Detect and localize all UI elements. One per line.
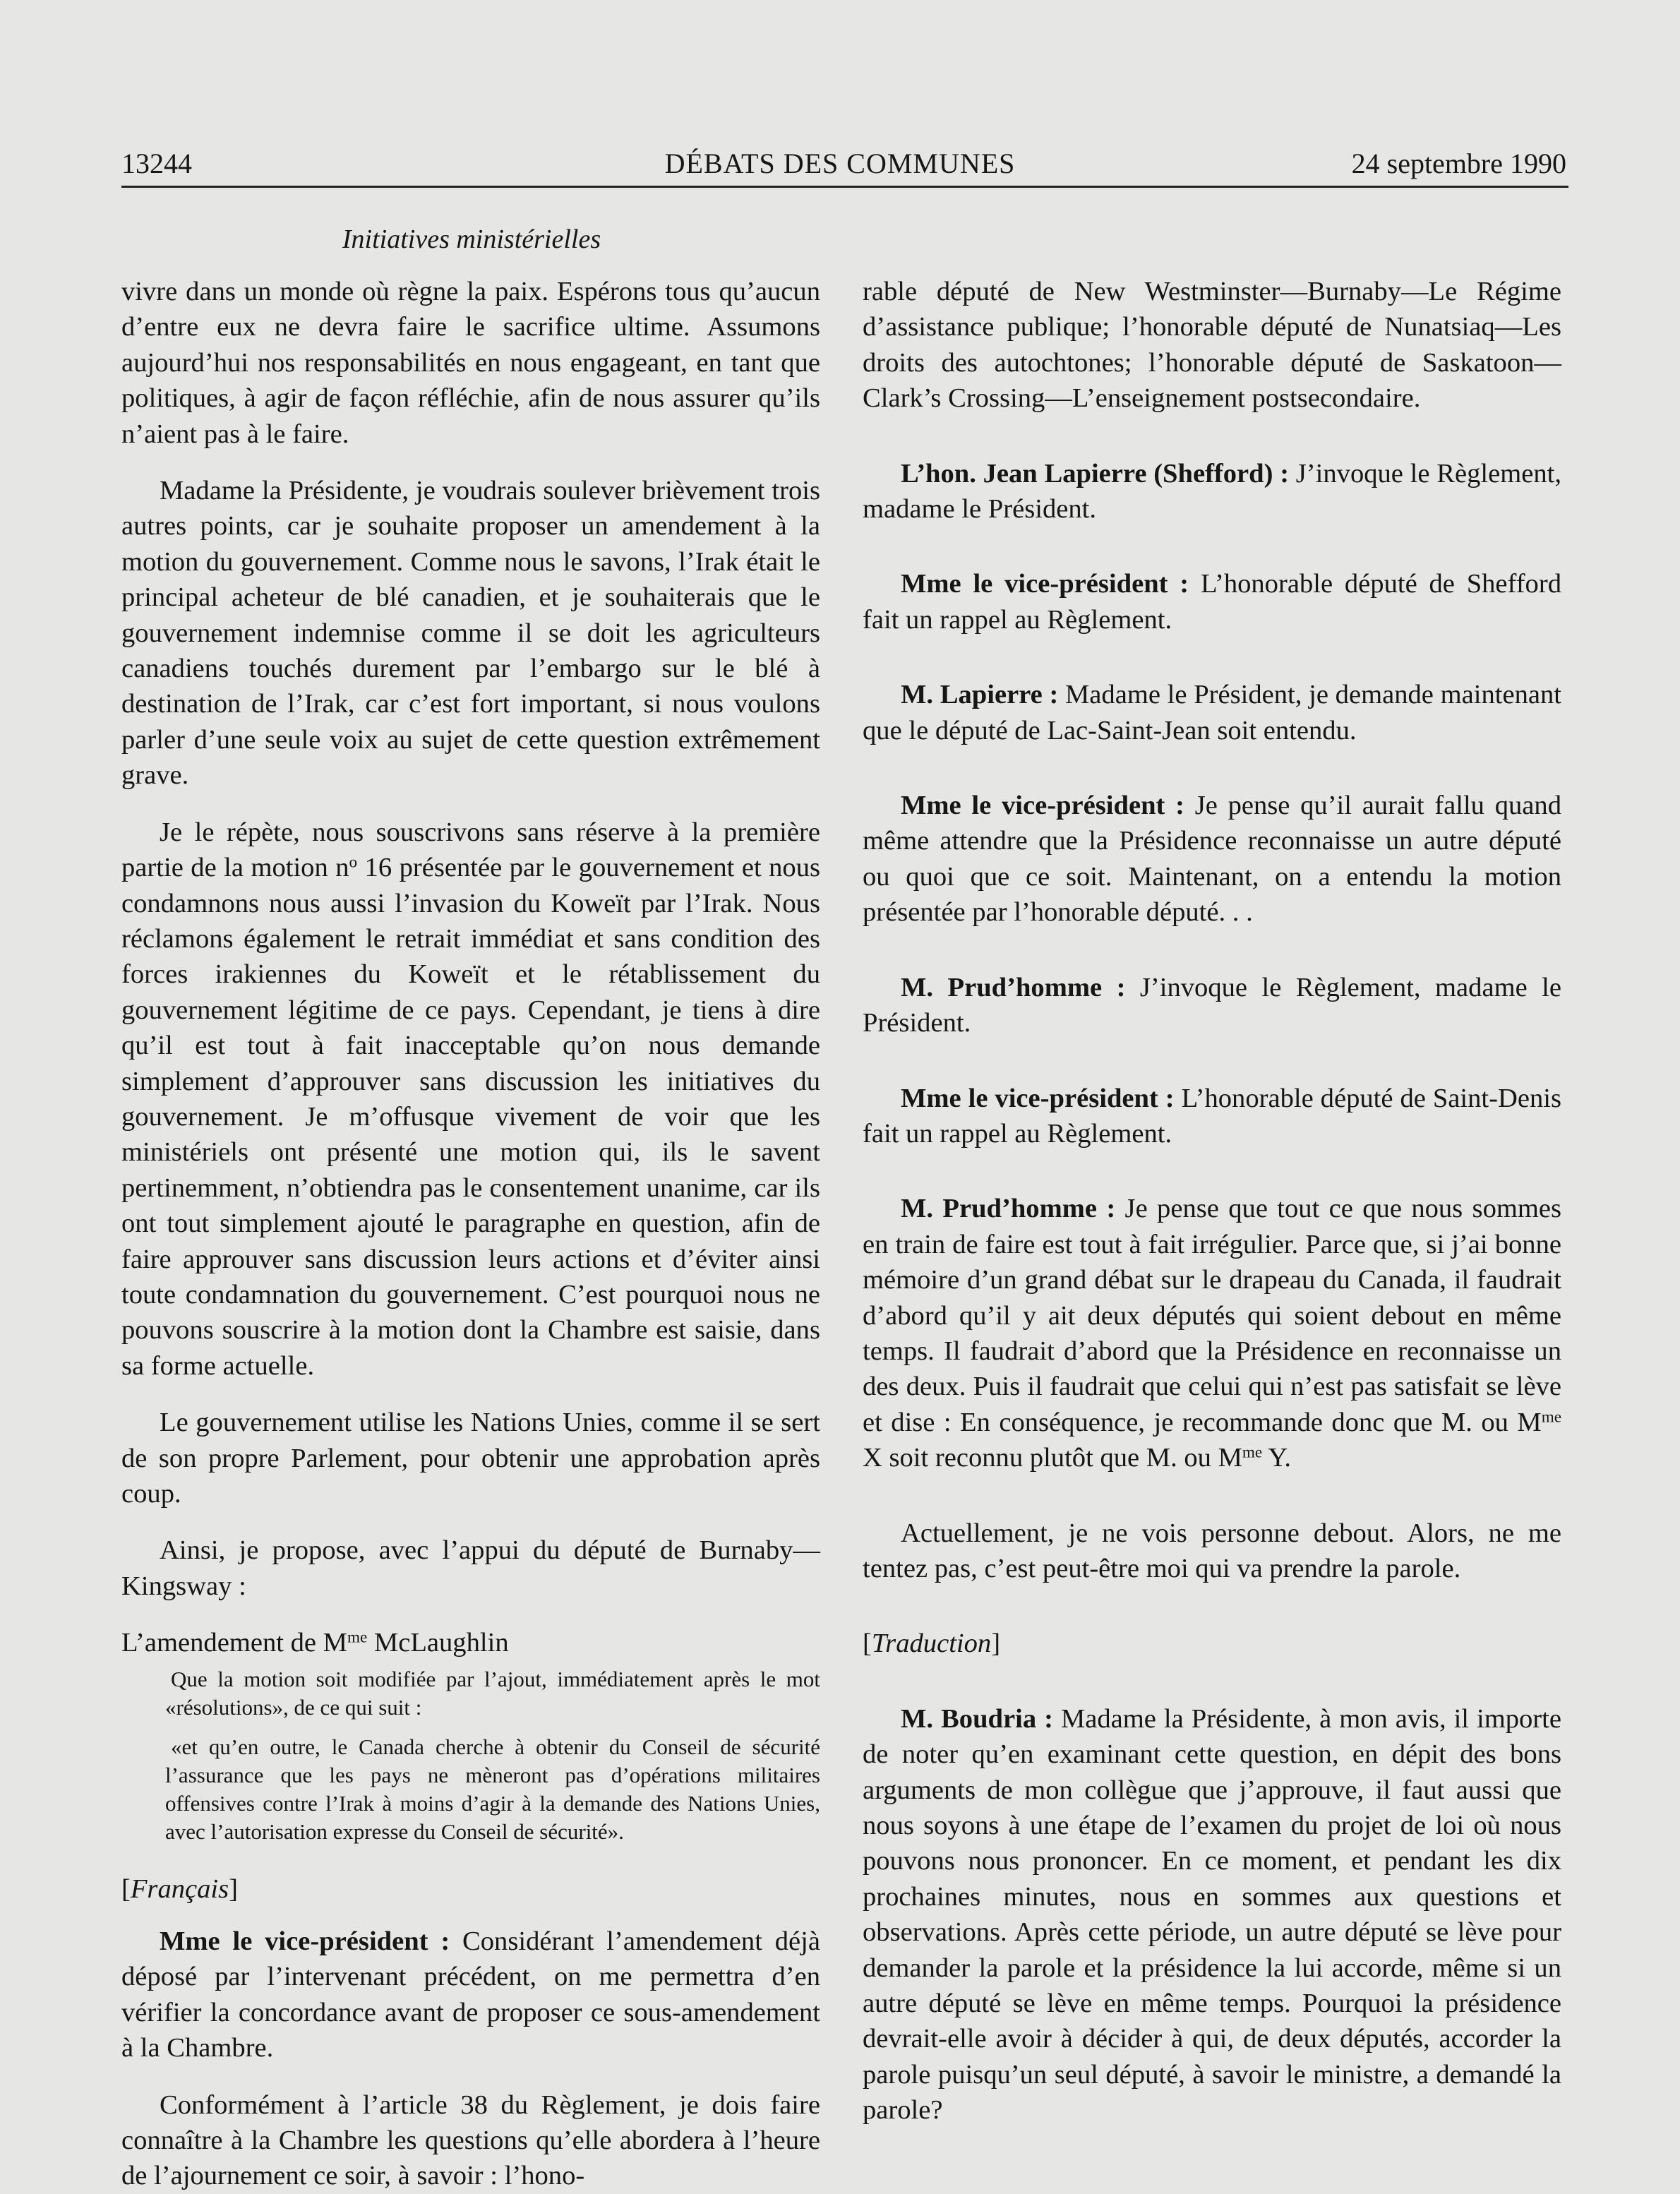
speech — [863, 677, 1561, 748]
speech-text: X soit reconnu plutôt que M. ou M — [863, 1443, 1242, 1473]
left-column — [121, 274, 820, 2194]
superscript: o — [349, 853, 358, 872]
superscript: me — [1242, 1443, 1263, 1462]
speech — [863, 970, 1561, 1041]
speaker-name: M. Lapierre : — [901, 680, 1059, 710]
speaker-name: Mme le vice-président : — [160, 1926, 450, 1957]
journal-title: DÉBATS DES COMMUNES — [664, 148, 1016, 179]
paragraph-text: Je le répète, nous souscrivons sans réserve à la première partie de la motion n — [121, 817, 820, 883]
header-rule — [121, 186, 1568, 188]
paragraph: vivre dans un monde où règne la paix. Espérons tous qu’aucun d’entre eux ne devra faire le sacrifice ultime. Assumons aujourd’hui nos responsabilités en nous engageant, en tant que politiques, à agir de façon réfléchie, afin de nous assurer qu’ils n’aient pas à le faire. — [121, 277, 820, 449]
superscript: me — [1541, 1408, 1561, 1427]
speech-text: Considérant l’amendement déjà déposé par l’intervenant précédent, on me permettra d’en vérifier la concordance avant de proposer ce sous-amendement à la Chambre. — [121, 1926, 820, 2063]
speech-text: Je pense qu’il aurait fallu quand même attendre que la Présidence reconnaisse un autre député ou quoi que ce soit. Maintenant, on a entendu la motion présentée par l’honorable député. . . — [863, 791, 1561, 928]
amendment-heading-text: L’amendement de M — [121, 1628, 347, 1658]
paragraph: Le gouvernement utilise les Nations Unies, comme il se sert de son propre Parlement, pour obtenir une approbation après coup. — [121, 1408, 820, 1509]
page-number: 13244 — [121, 148, 192, 179]
amendment-quote: Que la motion soit modifiée par l’ajout, immédiatement après le mot «résolutions», de ce qui suit : — [165, 1666, 820, 1720]
speech-text: Y. — [1262, 1443, 1291, 1473]
right-column — [863, 274, 1561, 2128]
speech-text: L’honorable député de Shefford fait un rappel au Règlement. — [863, 569, 1561, 635]
speaker-name: L’hon. Jean Lapierre (Shefford) : — [901, 458, 1290, 488]
amendment-heading-text: McLaughlin — [367, 1628, 509, 1658]
superscript: me — [347, 1628, 368, 1647]
speaker-name: M. Prud’homme : — [901, 1194, 1116, 1224]
language-label-text: Français — [130, 1874, 229, 1904]
language-label-text: Traduction — [871, 1629, 992, 1659]
speaker-name: Mme le vice-président : — [901, 791, 1184, 821]
amendment-quote: «et qu’en outre, le Canada cherche à obtenir du Conseil de sécurité l’assurance que les pays ne mèneront pas d’opérations militaires offensives contre l’Irak à moins d’agir à la demande des Nations Unies, avec l’autorisation expresse du Conseil de sécurité». — [165, 1734, 820, 1844]
paragraph: Madame la Présidente, je voudrais soulever brièvement trois autres points, car je souhaite proposer un amendement à la motion du gouvernement. Comme nous le savons, l’Irak était le principal acheteur de blé canadien, et je souhaiterais que le gouvernement indemnise comme il se doit les agriculteurs canadiens touchés durement par l’embargo sur le blé à destination de l’Irak, car c’est fort important, si nous voulons parler d’une seule voix au sujet de cette question extrêmement grave. — [121, 476, 820, 791]
paragraph: rable député de New Westminster—Burnaby—Le Régime d’assistance publique; l’honorable député de Nunatsiaq—Les droits des autochtones; l’honorable député de Saskatoon—Clark’s Crossing—L’enseignement postsecondaire. — [863, 277, 1561, 414]
speaker-name: Mme le vice-président : — [901, 1083, 1175, 1113]
amendment-heading — [121, 1625, 820, 1660]
speech-text: Madame la Présidente, à mon avis, il importe de noter qu’en examinant cette question, en dépit des bons arguments de mon collègue que j’approuve, il faut aussi que nous soyons à une étape de l’examen du projet de loi où nous pouvons nous prononcer. En ce moment, et pendant les dix prochaines minutes, nous en sommes aux questions et observations. Après cette période, un autre député se lève pour demander la parole et la présidence la lui accorde, même si un autre député se lève en même temps. Pourquoi la présidence devrait-elle avoir à décider à qui, de deux députés, accorder la parole puisqu’un seul député, à savoir le ministre, a demandé la parole? — [863, 1703, 1561, 2126]
paragraph: Conformément à l’article 38 du Règlement, je dois faire connaître à la Chambre les questions qu’elle abordera à l’heure de l’ajournement ce soir, à savoir : l’hono- — [121, 2090, 820, 2191]
speech — [863, 566, 1561, 637]
speech — [863, 1701, 1561, 2128]
language-label: [Français] — [121, 1874, 239, 1904]
paragraph — [121, 815, 820, 1384]
speech-text: L’honorable député de Saint-Denis fait un rappel au Règlement. — [863, 1083, 1561, 1149]
header-date: 24 septembre 1990 — [1351, 148, 1566, 179]
speech-text: Madame le Président, je demande maintenant que le député de Lac-Saint-Jean soit entendu. — [863, 680, 1561, 745]
running-head: Initiatives ministérielles — [342, 224, 601, 254]
speech — [863, 456, 1561, 527]
speaker-name: M. Boudria : — [901, 1703, 1053, 1734]
speaker-name: M. Prud’homme : — [901, 972, 1126, 1002]
speaker-name: Mme le vice-président : — [901, 569, 1189, 599]
speech — [863, 1081, 1561, 1152]
paragraph: Actuellement, je ne vois personne debout. Alors, ne me tentez pas, c’est peut-être moi qui va prendre la parole. — [863, 1518, 1561, 1583]
speech-text: Je pense que tout ce que nous sommes en train de faire est tout à fait irrégulier. Parce que, si j’ai bonne mémoire d’un grand débat sur le drapeau du Canada, il faudrait d’abord qu’il y ait deux députés qui soient debout en même temps. Il faudrait d’abord que la Présidence en reconnaisse un des deux. Puis il faudrait que celui qui n’est pas satisfait se lève et dise : En conséquence, je recommande donc que M. ou M — [863, 1194, 1562, 1437]
speech — [121, 1924, 820, 2066]
speech-text: J’invoque le Règlement, madame le Président. — [863, 972, 1561, 1038]
language-label: [Traduction] — [863, 1629, 1001, 1659]
speech-text: J’invoque le Règlement, madame le Président. — [863, 458, 1561, 524]
paragraph-text: 16 présentée par le gouvernement et nous condamnons nous aussi l’invasion du Koweït par l’Irak. Nous réclamons également le retrait immédiat et sans condition des forces irakiennes du Koweït et le rétablissement du gouvernement légitime de ce pays. Cependant, je tiens à dire qu’il est tout à fait inacceptable qu’on nous demande simplement d’approuver sans discussion les initiatives du gouvernement. Je m’offusque vivement de voir que les ministériels ont présenté une motion qui, ils le savent pertinemment, n’obtiendra pas le consentement unanime, car ils ont tout simplement ajouté le paragraphe en question, afin de faire approuver sans discussion leurs actions et d’éviter ainsi toute condamnation du gouvernement. C’est pourquoi nous ne pouvons souscrire à la motion dont la Chambre est saisie, dans sa forme actuelle. — [121, 853, 820, 1381]
paragraph: Ainsi, je propose, avec l’appui du député de Burnaby—Kingsway : — [121, 1535, 820, 1601]
speech — [863, 1191, 1561, 1475]
speech — [863, 788, 1561, 930]
